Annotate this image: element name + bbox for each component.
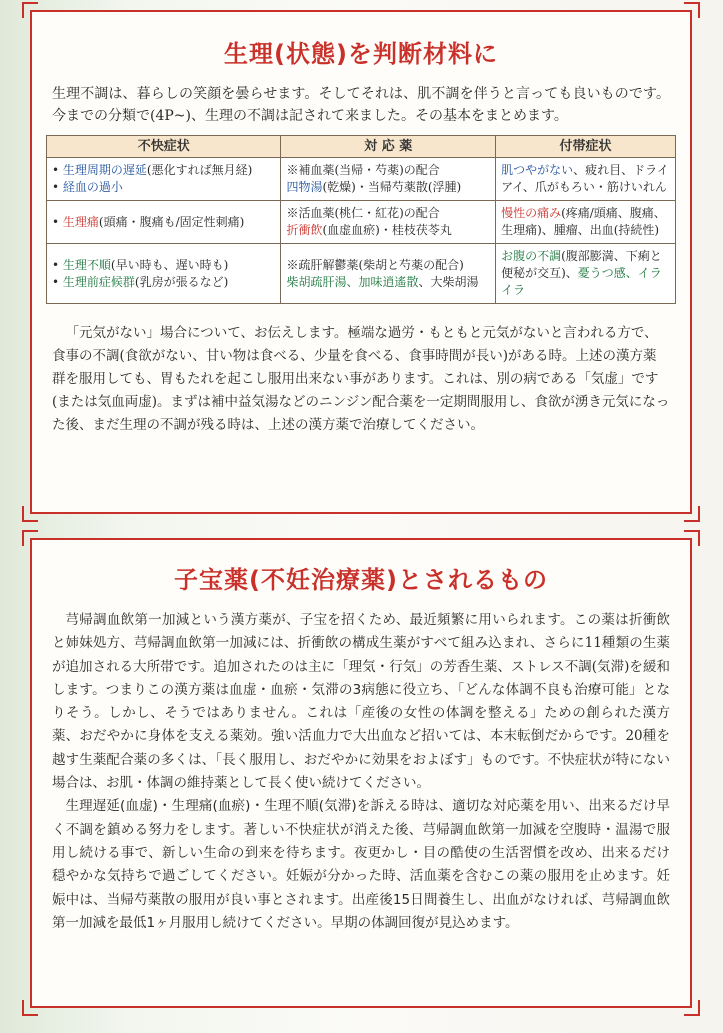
section-2-title: 子宝薬(不妊治療薬)とされるもの — [174, 566, 548, 594]
text-run: 生理不順 — [62, 257, 111, 272]
text-run: (乾燥)・当帰芍薬散(浮腫) — [322, 180, 462, 194]
text-run: 生理前症候群 — [62, 274, 135, 289]
text-run: ※補血薬(当帰・芍薬)の配合 — [286, 163, 440, 177]
table-cell — [496, 244, 676, 304]
text-run: (頭痛・腹痛も/固定性刺痛) — [98, 214, 245, 229]
section-2-paragraph-2 — [52, 795, 670, 935]
text-run: 上述の漢方薬群を服用しても、胃もたれを起こし服用出来ない事があります。 — [52, 348, 657, 387]
text-run: 元気になった後、まだ生理の不調が残る時は、上述の漢方薬で治療 — [52, 394, 670, 433]
table-cell — [47, 158, 281, 201]
corner-ornament — [684, 530, 700, 546]
text-run: (腹部膨満、下痢と便秘が交互)、 — [501, 249, 662, 280]
text-run: し続ける事で、 — [65, 844, 162, 861]
text-run: 、疲れ目、ドライアイ、爪がもろい・筋けいれん — [501, 163, 669, 194]
text-run: し、食欲が湧き — [507, 394, 602, 410]
text-run: 慢性の痛み — [501, 206, 562, 220]
text-run: お腹の不調 — [501, 249, 562, 263]
table-cell — [47, 201, 281, 244]
corner-ornament — [22, 2, 38, 18]
text-run: 四物湯 — [286, 180, 323, 194]
text-run: 肌つやがない — [501, 163, 574, 177]
text-run: • — [52, 257, 63, 272]
table-row — [47, 201, 676, 244]
text-run: 補中益気湯などのニンジン配合薬を一定期間服用 — [211, 394, 508, 410]
section-2-paragraph-1 — [52, 609, 670, 795]
section-1-intro: 生理不調は、暮らしの笑顔を曇らせます。そしてそれは、肌不調を伴うと言っても良いものです。今までの分類で(4P~)、生理の不調は記されて来ました。その基本をまとめます。 — [52, 86, 670, 124]
section-1-panel — [30, 10, 692, 514]
text-run: • — [52, 163, 63, 177]
text-run: 折衝飲 — [286, 223, 323, 237]
text-run: 「元気がない」場合について、お伝えします。 — [65, 325, 348, 341]
text-run: 極端な過労・もともと元気がないと言われる方で、食事の不調(食欲がない、甘い物は食べる、少量を食べる、食事時間が長い)がある時。 — [52, 325, 658, 364]
text-run: これは「産後の女性の体調を整える」ための創られた漢方薬、おだやかに身体を支える薬効。強い活血力で大出血など招いては、本末転倒だからです。20種を越す生薬配合薬の多くは、「長く服用し、おだやかに効果をおよぼす」ものです。 — [52, 705, 670, 768]
symptom-table — [46, 135, 676, 304]
text-run: 、大柴胡湯 — [418, 274, 479, 289]
text-run: 柴胡疏肝湯、加味逍遙散 — [286, 274, 419, 289]
table-cell — [281, 201, 496, 244]
text-run: 夜更かし・目の酷使の生活習慣を改め、出来るだけ穏やかな気持ちで過ごしてください。 — [52, 844, 670, 885]
section-1-note — [52, 322, 670, 437]
corner-ornament — [684, 1000, 700, 1016]
header-discomfort: 不快症状 — [47, 136, 281, 158]
text-run: • — [52, 214, 63, 229]
corner-ornament — [22, 530, 38, 546]
table-cell — [281, 158, 496, 201]
text-run: • — [52, 274, 63, 289]
corner-ornament — [22, 1000, 38, 1016]
section-2-panel — [30, 538, 692, 1008]
corner-ornament — [684, 506, 700, 522]
header-accompanying: 付帯症状 — [496, 136, 676, 158]
table-row — [47, 158, 676, 201]
text-run: 不快症状が特にない場合は、お肌・体調の維持薬として長く使い続けてください。 — [52, 751, 670, 792]
text-run: ※活血薬(桃仁・紅花)の配合 — [286, 206, 440, 220]
text-run: (乳房が張るなど) — [134, 274, 229, 289]
corner-ornament — [22, 506, 38, 522]
text-run: 芎帰調血飲第一加減という漢方薬が、子宝を招くため、最近頻繁に用いられます。 — [65, 612, 574, 628]
text-run: 生理痛 — [62, 214, 99, 229]
text-run: 血虚・血瘀・気滞の3病態に役立ち、「どんな体調不良も治療可能」となりそう。しかし、そうではありません。 — [52, 681, 670, 722]
text-run: • — [52, 180, 63, 194]
text-run: 憂うつ感、イライラ — [501, 266, 662, 297]
text-run: (疼痛/頭痛、腹痛、生理痛)、腫瘤、出血(持続性) — [501, 206, 666, 237]
table-row — [47, 244, 676, 304]
table-cell — [281, 244, 496, 304]
text-run: (悪化すれば無月経) — [146, 163, 253, 177]
text-run: 新しい生命の到来を待ちます。 — [161, 844, 354, 861]
header-remedy: 対 応 薬 — [281, 136, 496, 158]
text-run: これは、別の病である「気虚」です(または気血両虚)。まずは — [52, 371, 659, 410]
text-run: してください。 — [389, 417, 484, 433]
text-run: 経血の過小 — [62, 180, 123, 194]
text-run: ※疏肝解鬱薬(柴胡と芍薬の配合) — [286, 257, 464, 272]
text-run: (血虚血瘀)・桂枝茯苓丸 — [322, 223, 452, 237]
text-run: 生理遅延(血虚)・生理痛(血瘀)・生理不順(気滞)を訴える時は、適切な対応薬を用い、出来るだけ早く不調を鎮める努力をします。著しい不快症状が消えた後、芎帰調血飲第一加減を空腹時・温湯で服用 — [52, 798, 670, 861]
text-run: 妊娠が分かった時、活血薬を含むこの薬の服用を止めます。妊娠中は、当帰芍薬散の服用が良い事とされます。出産後15日間養生し、出血がなければ、芎帰調血飲第一加減を最低1ヶ月服用し続けてください。早期の体調回復が見込めます。 — [52, 868, 670, 931]
table-cell — [496, 201, 676, 244]
table-cell — [496, 158, 676, 201]
text-run: この薬は折衝飲と姉妹処方、芎帰調血飲第一加減には、折衝飲の構成生薬がすべて組み込まれ、さらに11種類の生薬が追加される大所帯です。追加されたのは主に「理気・行気」の芳香生薬、ストレス不調(気滞)を緩和します。つまりこの漢方薬は — [52, 612, 671, 698]
text-run: 生理周期の遅延 — [62, 163, 147, 177]
table-cell — [47, 244, 281, 304]
corner-ornament — [684, 2, 700, 18]
section-1-title: 生理(状態)を判断材料に — [224, 40, 498, 68]
text-run: (早い時も、遅い時も) — [110, 257, 229, 272]
